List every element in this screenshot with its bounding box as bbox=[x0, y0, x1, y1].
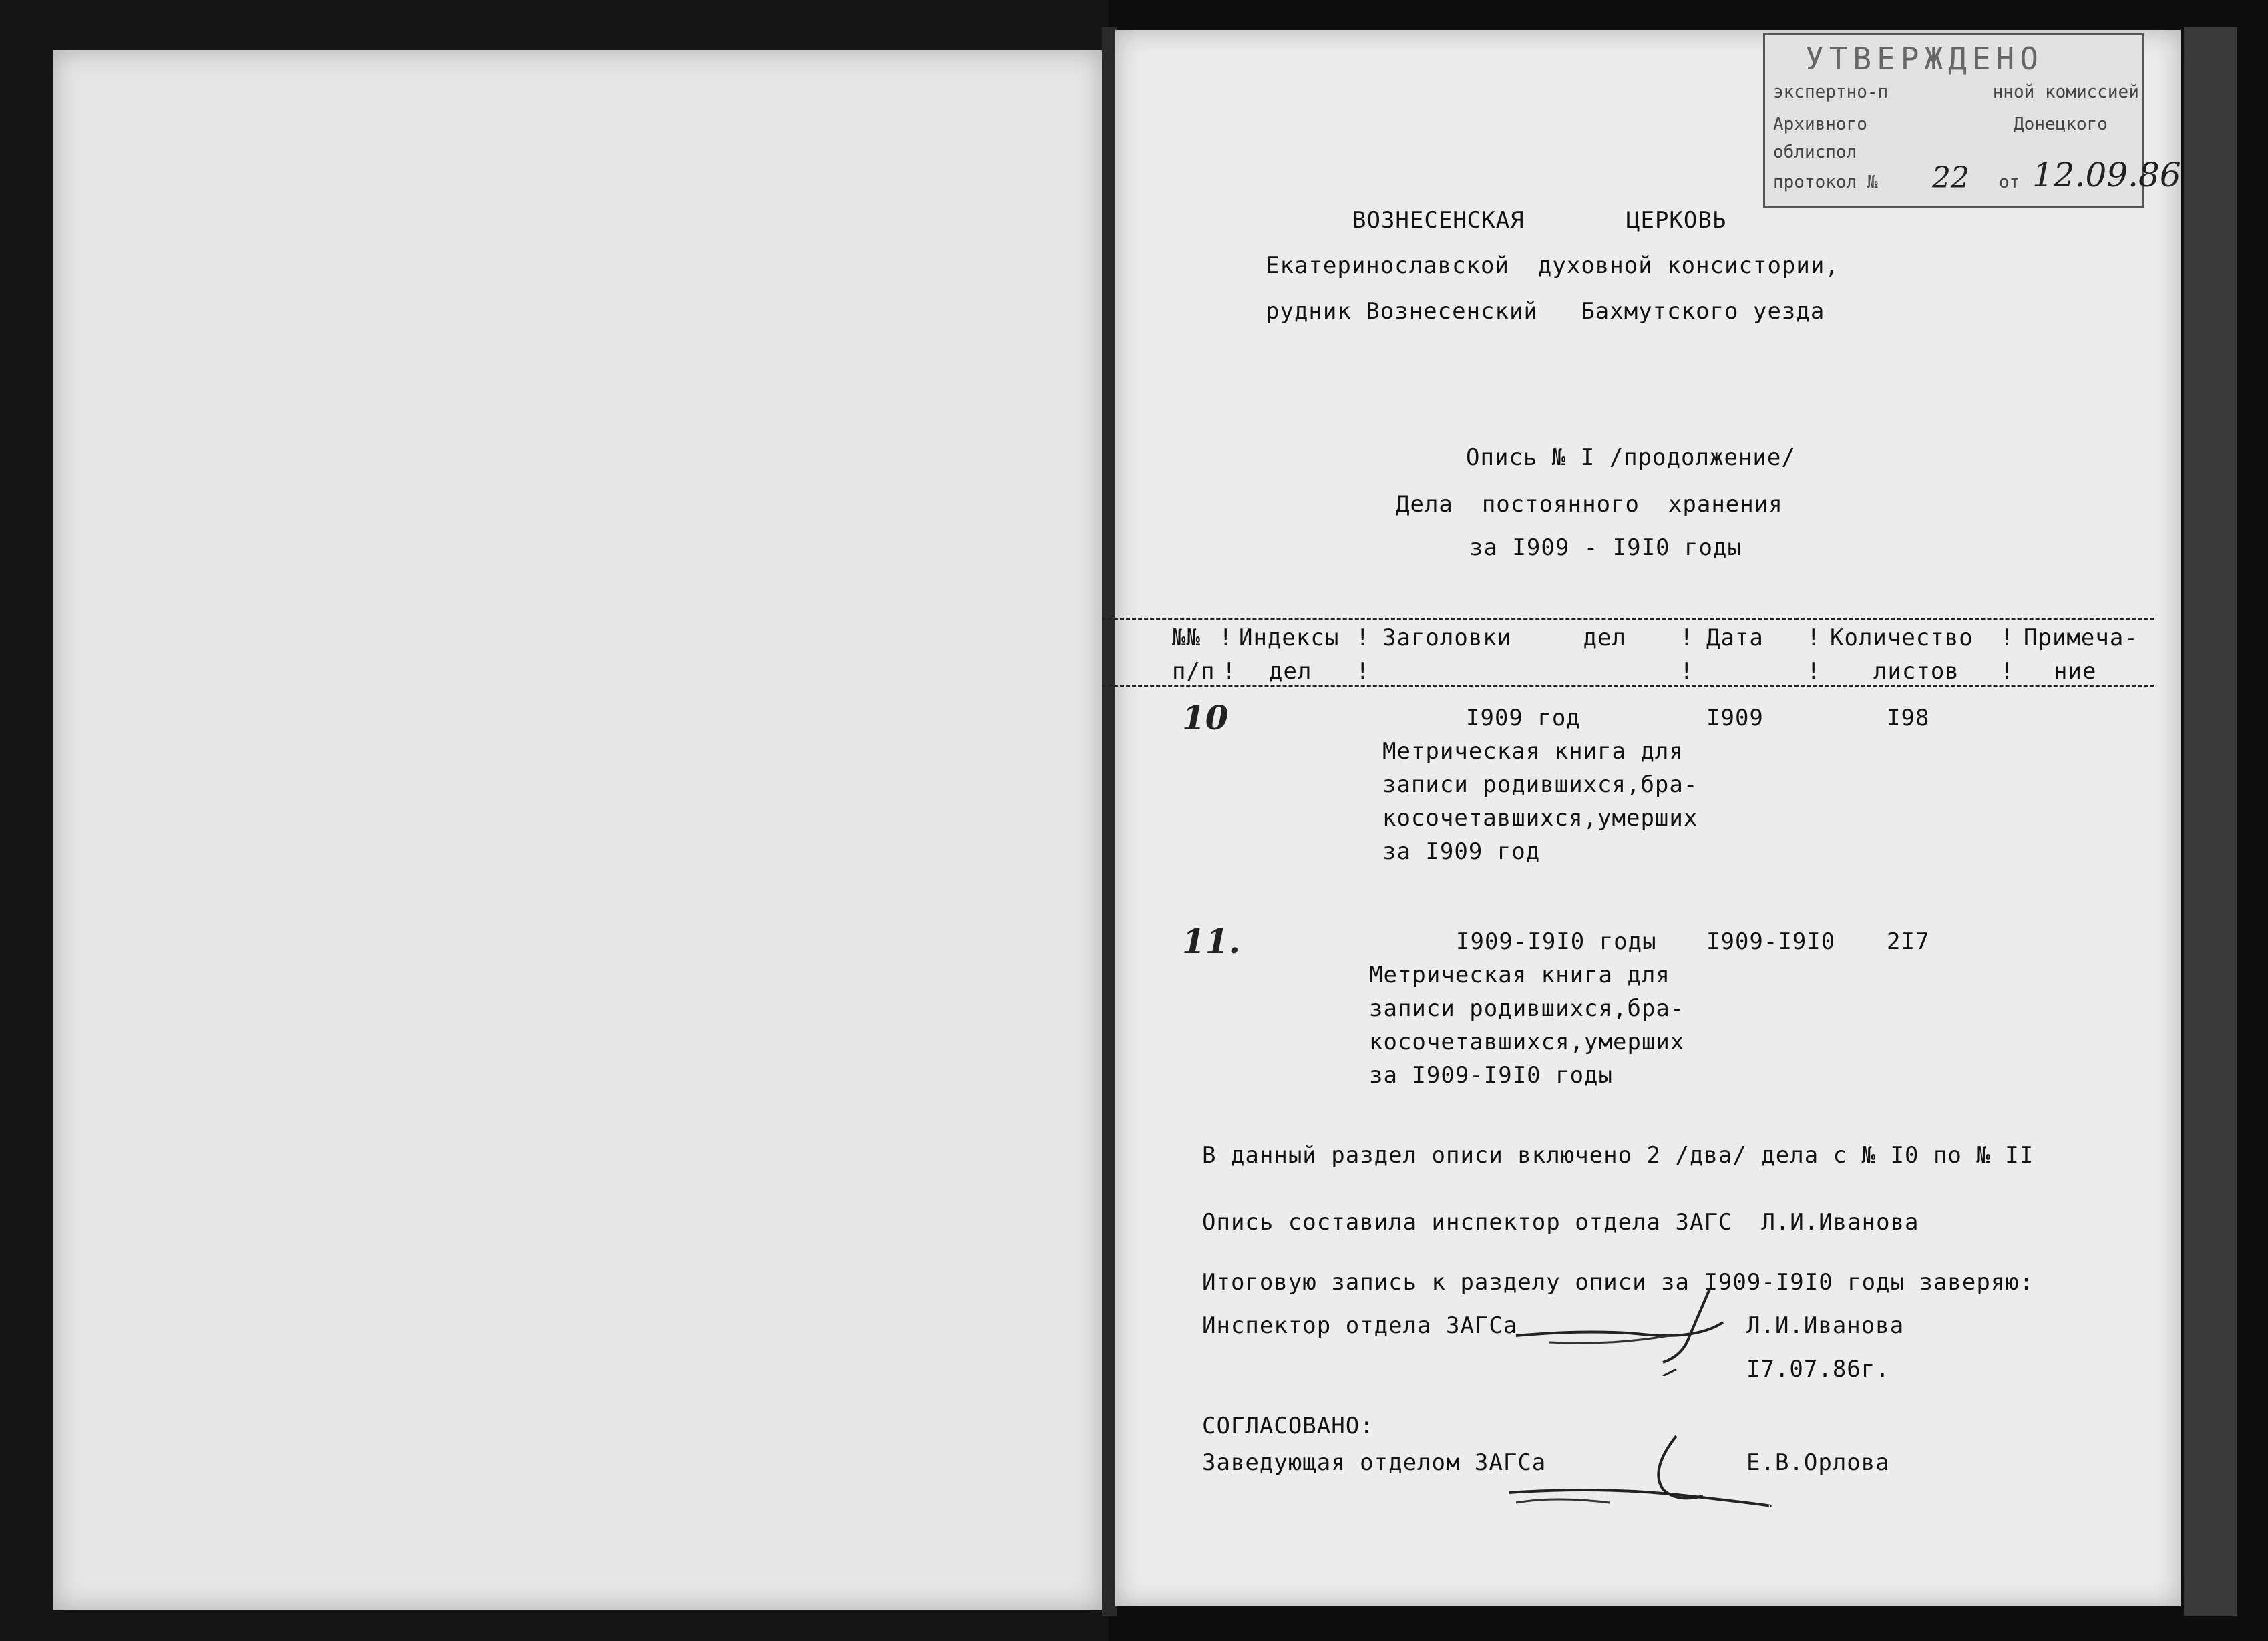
column-separator: ! bbox=[1219, 624, 1233, 651]
stamp-protocol-label: протокол № bbox=[1773, 172, 1878, 192]
row-1-year-heading: I909 год bbox=[1466, 705, 1581, 731]
page-edge bbox=[2184, 27, 2237, 1616]
inspector-name: Л.И.Иванова bbox=[1746, 1312, 1905, 1339]
stamp-protocol-from: от bbox=[1999, 172, 2020, 192]
column-separator: ! bbox=[2000, 658, 2014, 685]
column-separator: ! bbox=[1680, 624, 1694, 651]
column-separator: ! bbox=[2000, 624, 2014, 651]
col-title-header: Заголовки дел bbox=[1382, 624, 1626, 651]
stamp-line-3: облиспол bbox=[1773, 142, 1857, 162]
row-1-title-line-1: Метрическая книга для bbox=[1382, 738, 1684, 765]
row-2-date: I909-I9I0 bbox=[1706, 928, 1836, 955]
col-notes-header: Примеча- bbox=[2024, 624, 2138, 651]
stamp-protocol-number: 22 bbox=[1932, 161, 1969, 195]
church-name-word-2: ЦЕРКОВЬ bbox=[1626, 207, 1727, 234]
summary-line: В данный раздел описи включено 2 /два/ дела с № I0 по № II bbox=[1202, 1142, 2034, 1169]
consistory-line: Екатеринославской духовной консистории, bbox=[1266, 252, 1839, 279]
stamp-protocol-date: 12.09.86 bbox=[2032, 156, 2181, 194]
row-1-number: 10 bbox=[1182, 698, 1229, 737]
row-1-title-line-2: записи родившихся,бра- bbox=[1382, 771, 1698, 798]
stamp-title: УТВЕРЖДЕНО bbox=[1805, 41, 2044, 77]
col-number-header-2: п/п bbox=[1172, 658, 1215, 685]
head-label: Заведующая отделом ЗАГСа bbox=[1202, 1449, 1547, 1476]
row-2-year-heading: I909-I9I0 годы bbox=[1456, 928, 1657, 955]
col-index-header-2: дел bbox=[1269, 658, 1312, 685]
col-notes-header-2: ние bbox=[2054, 658, 2097, 685]
col-date-header: Дата bbox=[1706, 624, 1764, 651]
certify-line: Итоговую запись к разделу описи за I909-I9I0 годы заверяю: bbox=[1202, 1269, 2034, 1296]
inspector-signature bbox=[1509, 1282, 1730, 1376]
row-1-date: I909 bbox=[1706, 705, 1764, 731]
row-2-title-line-3: косочетавшихся,умерших bbox=[1369, 1029, 1685, 1055]
column-separator: ! bbox=[1680, 658, 1694, 685]
table-top-rule bbox=[1102, 618, 2154, 620]
approval-stamp bbox=[1763, 33, 2181, 208]
row-2-title-line-2: записи родившихся,бра- bbox=[1369, 995, 1685, 1022]
agreed-label: СОГЛАСОВАНО: bbox=[1202, 1413, 1374, 1439]
church-name-word-1: ВОЗНЕСЕНСКАЯ bbox=[1352, 207, 1525, 234]
head-name: Е.В.Орлова bbox=[1746, 1449, 1890, 1476]
head-signature bbox=[1503, 1429, 1783, 1516]
row-2-number: 11. bbox=[1182, 922, 1240, 961]
stamp-line-2: Архивного Донецкого bbox=[1773, 114, 2108, 134]
column-separator: ! bbox=[1356, 624, 1370, 651]
row-1-title-line-3: косочетавшихся,умерших bbox=[1382, 805, 1698, 832]
location-line: рудник Вознесенский Бахмутского уезда bbox=[1266, 298, 1825, 325]
row-2-title-line-4: за I909-I9I0 годы bbox=[1369, 1062, 1613, 1089]
column-separator: ! bbox=[1356, 658, 1370, 685]
column-separator: ! bbox=[1807, 624, 1821, 651]
book-spine bbox=[1102, 27, 1117, 1616]
column-separator: ! bbox=[1807, 658, 1821, 685]
inspector-label: Инспектор отдела ЗАГСа bbox=[1202, 1312, 1518, 1339]
column-separator: ! bbox=[1222, 658, 1236, 685]
row-1-title-line-4: за I909 год bbox=[1382, 838, 1541, 865]
row-2-title-line-1: Метрическая книга для bbox=[1369, 962, 1670, 988]
col-sheets-header-2: листов bbox=[1873, 658, 1959, 685]
left-page-blank bbox=[53, 50, 1102, 1610]
inventory-years: за I909 - I9I0 годы bbox=[1469, 534, 1742, 561]
row-2-sheets: 2I7 bbox=[1887, 928, 1930, 955]
row-1-sheets: I98 bbox=[1887, 705, 1930, 731]
stamp-line-1: экспертно-п нной комиссией bbox=[1773, 82, 2139, 102]
col-number-header: №№ bbox=[1172, 624, 1201, 651]
col-index-header: Индексы bbox=[1239, 624, 1340, 651]
table-header-rule bbox=[1102, 685, 2154, 687]
inventory-subtitle: Дела постоянного хранения bbox=[1396, 491, 1783, 518]
col-sheets-header: Количество bbox=[1830, 624, 1973, 651]
inventory-title: Опись № I /продолжение/ bbox=[1466, 444, 1796, 471]
compiled-by-line: Опись составила инспектор отдела ЗАГС Л.И.Иванова bbox=[1202, 1209, 1919, 1236]
inspector-date: I7.07.86г. bbox=[1746, 1356, 1890, 1383]
